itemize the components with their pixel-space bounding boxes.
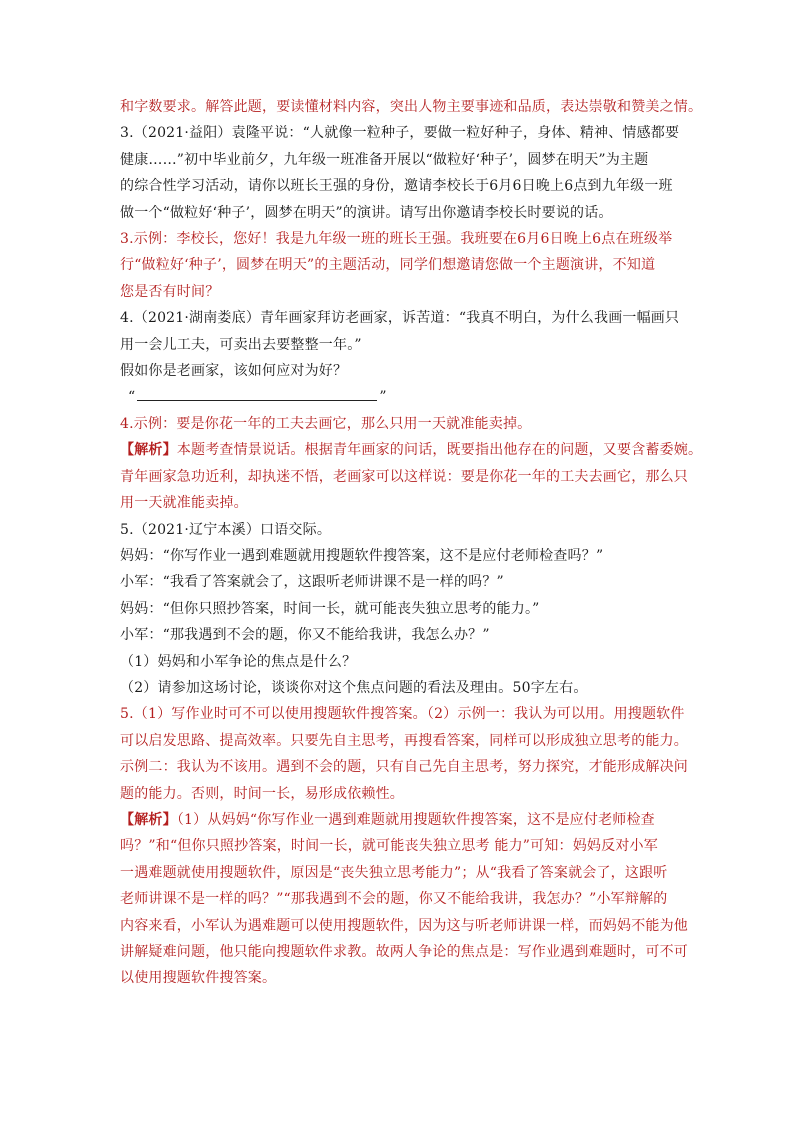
analysis-5-line: 讲解疑难问题，他只能向搜题软件求教。故两人争论的焦点是：写作业遇到难题时，可不可 bbox=[120, 944, 688, 960]
answer-5-line: 示例二：我认为不该用。遇到不会的题，只有自己先自主思考，努力探究，才能形成解决问 bbox=[120, 759, 688, 776]
answer-5-line: 5.（1）写作业时可不可以使用搜题软件搜答案。（2）示例一：我认为可以用。用搜题软件 bbox=[120, 706, 685, 723]
open-quote: “ bbox=[128, 389, 136, 406]
analysis-line: 和字数要求。解答此题，要读懂材料内容，突出人物主要事迹和品质，表达崇敬和赞美之情。 bbox=[120, 99, 703, 115]
answer-3-line: 3.示例：李校长，您好！我是九年级一班的班长王强。我班要在6月6日晚上6点在班级举 bbox=[120, 231, 673, 248]
question-4-line: 用一会儿工夫，可卖出去要整整一年。” bbox=[120, 336, 362, 353]
question-3-line: 健康……”初中毕业前夕，九年级一班准备开展以“做粒好‘种子’，圆梦在明天”为主题 bbox=[120, 151, 649, 168]
sub-question-line: （2）请参加这场讨论，谈谈你对这个焦点问题的看法及理由。50字左右。 bbox=[120, 679, 588, 696]
analysis-5-line: 内容来看，小军认为遇难题可以使用搜题软件，因为这与听老师讲课一样，而妈妈不能为他 bbox=[120, 917, 688, 934]
answer-5-line: 题的能力。否则，时间一长，易形成依赖性。 bbox=[120, 785, 404, 802]
analysis-5-line: 以使用搜题软件搜答案。 bbox=[120, 970, 277, 987]
answer-blank bbox=[137, 386, 377, 401]
answer-3-line: 行“做粒好‘种子’，圆梦在明天”的主题活动，同学们想邀请您做一个主题演讲，不知道 bbox=[120, 257, 656, 274]
answer-5-line: 可以启发思路、提高效率。只要先自主思考，再搜看答案，同样可以形成独立思考的能力。 bbox=[120, 732, 688, 749]
dialogue-line: 妈妈：“但你只照抄答案，时间一长，就可能丧失独立思考的能力。” bbox=[120, 600, 540, 617]
sub-question-line: （1）妈妈和小军争论的焦点是什么？ bbox=[120, 653, 357, 670]
question-3-line: 3.（2021·益阳）袁隆平说：“人就像一粒种子，要做一粒好种子，身体、精神、情感都要 bbox=[120, 125, 680, 142]
analysis-5-line bbox=[120, 807, 680, 833]
question-4-line: 4.（2021·湖南娄底）青年画家拜访老画家，诉苦道：“我真不明白，为什么我画一幅画只 bbox=[120, 310, 680, 327]
analysis-tag: 【解析】 bbox=[120, 811, 177, 828]
answer-4-line: 4.示例：要是你花一年的工夫去画它，那么只用一天就准能卖掉。 bbox=[120, 415, 532, 432]
question-4-line: 假如你是老画家，该如何应对为好？ bbox=[120, 363, 348, 380]
question-5-line: 5.（2021·辽宁本溪）口语交际。 bbox=[120, 521, 332, 538]
dialogue-line: 小军：“我看了答案就会了，这跟听老师讲课不是一样的吗？” bbox=[120, 574, 504, 591]
analysis-5-line: 吗？”和“但你只照抄答案，时间一长，就可能丧失独立思考 能力”可知：妈妈反对小军 bbox=[120, 838, 658, 855]
document-content bbox=[120, 94, 703, 992]
analysis-5-line: 一遇难题就使用搜题软件，原因是“丧失独立思考能力”；从“我看了答案就会了，这跟听 bbox=[120, 864, 668, 881]
answer-3-line: 您是否有时间？ bbox=[120, 283, 220, 300]
dialogue-line: 小军：“那我遇到不会的题，你又不能给我讲，我怎么办？” bbox=[120, 627, 490, 644]
analysis-4-line: 用一天就准能卖掉。 bbox=[120, 495, 248, 512]
dialogue-line: 妈妈：“你写作业一遇到难题就用搜题软件搜答案，这不是应付老师检查吗？” bbox=[120, 547, 604, 564]
analysis-text: （1）从妈妈“你写作业一遇到难题就用搜题软件搜答案，这不是应付老师检查 bbox=[176, 811, 655, 828]
question-3-line: 做一个“做粒好‘种子’，圆梦在明天”的演讲。请写出你邀请李校长时要说的话。 bbox=[120, 204, 613, 221]
close-quote: ” bbox=[379, 389, 387, 406]
answer-blank-line bbox=[120, 384, 680, 410]
analysis-4-line bbox=[120, 437, 703, 463]
analysis-tag: 【解析】 bbox=[120, 442, 177, 459]
question-3-line: 的综合性学习活动，请你以班长王强的身份，邀请李校长于6月6日晚上6点到九年级一班 bbox=[120, 178, 673, 195]
analysis-5-line: 老师讲课不是一样的吗？”“那我遇到不会的题，你又不能给我讲，我怎办？”小军辩解的 bbox=[120, 891, 668, 908]
analysis-4-line: 青年画家急功近利，却执迷不悟，老画家可以这样说：要是你花一年的工夫去画它，那么只 bbox=[120, 468, 688, 485]
analysis-text: 本题考查情景说话。根据青年画家的问话，既要指出他存在的问题，又要含蓄委婉。 bbox=[176, 442, 703, 459]
